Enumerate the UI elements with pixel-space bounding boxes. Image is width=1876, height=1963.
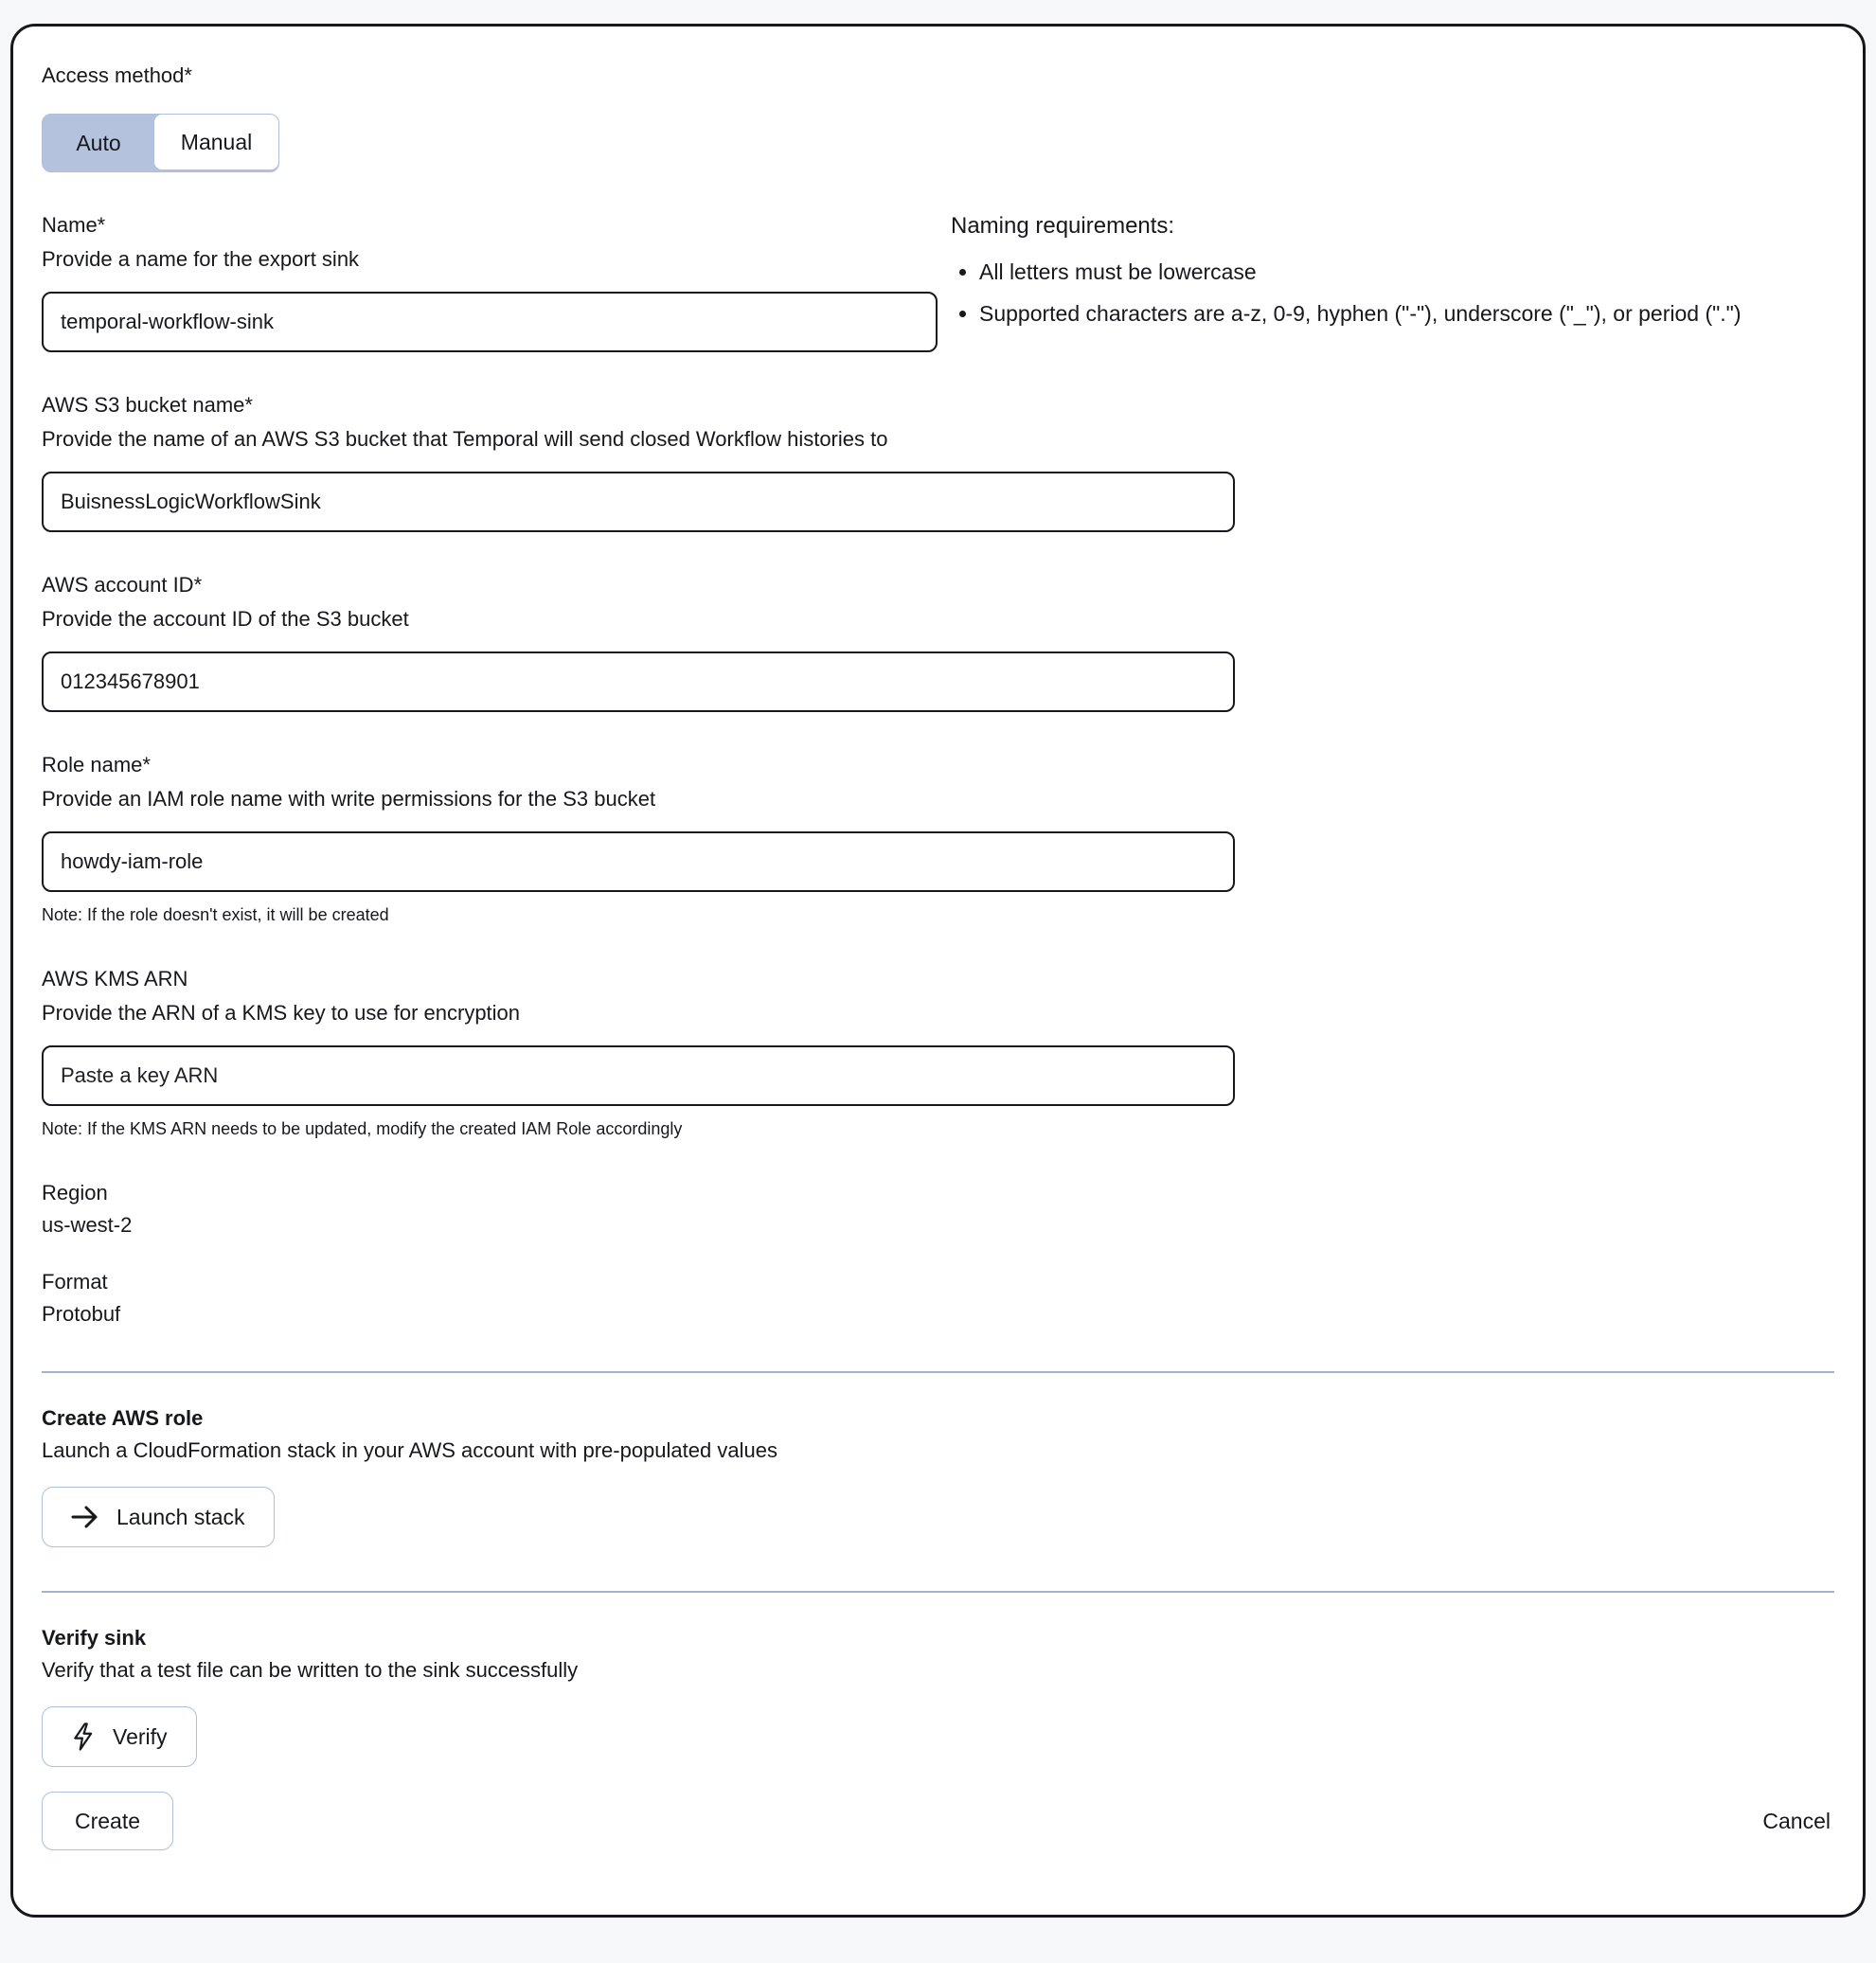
kms-arn-label: AWS KMS ARN (42, 967, 188, 990)
kms-arn-field-group (42, 966, 1834, 1140)
naming-requirements-list (979, 256, 1834, 330)
bucket-input[interactable] (42, 472, 1235, 532)
naming-requirement-item: • Supported characters are a-z, 0-9, hyphen ("-"), underscore ("_"), or period (".") (979, 297, 1834, 330)
section-divider (42, 1591, 1834, 1593)
access-method-option-auto[interactable]: Auto (43, 115, 154, 171)
name-input[interactable] (42, 292, 938, 352)
verify-button-label: Verify (113, 1723, 168, 1749)
verify-sink-description: Verify that a test file can be written to the sink successfully (42, 1658, 579, 1682)
export-sink-form-card (10, 24, 1866, 1918)
bucket-label: AWS S3 bucket name* (42, 393, 253, 417)
name-label: Name* (42, 213, 106, 237)
access-method-option-manual[interactable]: Manual (153, 114, 279, 170)
lightning-bolt-icon (71, 1722, 96, 1752)
access-method-group (42, 62, 1834, 172)
create-aws-role-description: Launch a CloudFormation stack in your AWS account with pre-populated values (42, 1438, 777, 1462)
naming-requirements (951, 212, 1834, 330)
name-and-requirements-row (42, 212, 1834, 352)
format-label: Format (42, 1270, 108, 1294)
footer-actions (42, 1792, 1834, 1850)
launch-stack-button-label: Launch stack (116, 1504, 245, 1529)
name-description: Provide a name for the export sink (42, 247, 360, 271)
role-name-note: Note: If the role doesn't exist, it will be created (42, 905, 389, 924)
account-id-description: Provide the account ID of the S3 bucket (42, 607, 409, 631)
arrow-right-icon (71, 1505, 99, 1529)
region-value: us-west-2 (42, 1213, 133, 1237)
verify-sink-title: Verify sink (42, 1626, 147, 1650)
verify-button[interactable] (42, 1706, 197, 1767)
kms-arn-note: Note: If the KMS ARN needs to be updated, modify the created IAM Role accordingly (42, 1119, 683, 1138)
access-method-toggle (42, 114, 279, 172)
region-readonly-group (42, 1180, 1834, 1239)
account-id-input[interactable] (42, 651, 1235, 712)
format-readonly-group (42, 1269, 1834, 1328)
account-id-label: AWS account ID* (42, 573, 203, 597)
create-aws-role-section (42, 1405, 1834, 1547)
verify-sink-section (42, 1625, 1834, 1767)
kms-arn-description: Provide the ARN of a KMS key to use for encryption (42, 1001, 521, 1025)
create-button-label: Create (75, 1808, 141, 1833)
create-aws-role-title: Create AWS role (42, 1406, 204, 1430)
role-name-label: Role name* (42, 753, 151, 776)
format-value: Protobuf (42, 1302, 121, 1326)
name-field-group (42, 212, 938, 352)
kms-arn-input[interactable] (42, 1045, 1235, 1106)
cancel-button[interactable]: Cancel (1759, 1809, 1834, 1834)
naming-requirement-item: • All letters must be lowercase (979, 256, 1834, 288)
launch-stack-button[interactable] (42, 1487, 275, 1547)
region-label: Region (42, 1181, 108, 1205)
access-method-label: Access method* (42, 63, 192, 87)
section-divider (42, 1371, 1834, 1373)
role-name-input[interactable] (42, 831, 1235, 892)
bucket-description: Provide the name of an AWS S3 bucket that Temporal will send closed Workflow histories to (42, 427, 888, 451)
role-name-description: Provide an IAM role name with write permissions for the S3 bucket (42, 787, 656, 811)
role-name-field-group (42, 752, 1834, 926)
account-id-field-group (42, 572, 1834, 712)
create-button[interactable] (42, 1792, 173, 1850)
naming-requirements-heading: Naming requirements: (951, 213, 1175, 239)
bucket-field-group (42, 392, 1834, 532)
